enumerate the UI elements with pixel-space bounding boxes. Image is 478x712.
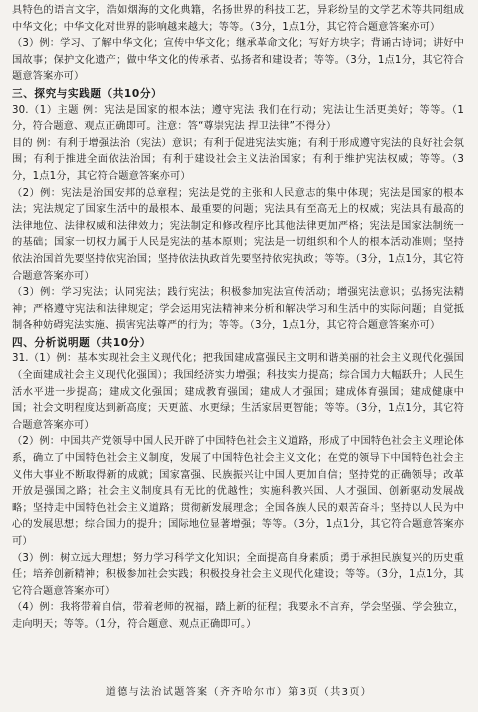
answer-paragraph: 具特色的语言文字，浩如烟海的文化典籍，名扬世界的科技工艺，异彩纷呈的文学艺术等共同组成中华文化；中华文化对世界的影响越来越大；等等。（3分，1点1分，其它符合题意答案亦可） xyxy=(12,5,464,33)
answer-paragraph: （4）例：我将带着自信，带着老师的祝福，踏上新的征程；我要永不言弃，学会坚强、学会独立，走向明天；等等。（1分，符合题意、观点正确即可。） xyxy=(12,602,464,630)
answer-paragraph: 目的 例：有利于增强法治（宪法）意识；有利于促进宪法实施；有利于形成遵守宪法的良好社会氛围；有利于推进全面依法治国；有利于建设社会主义法治国家；有利于维护宪法权威；等等。（3分，1点1分，其它符合题意答案亦可） xyxy=(12,137,464,182)
answer-paragraph: （3）例：树立远大理想；努力学习科学文化知识；全面提高自身素质；勇于承担民族复兴的历史重任；培养创新精神；积极参加社会实践；积极投身社会主义现代化建设；等等。（3分，1点1分，其它符合题意答案亦可） xyxy=(12,552,464,597)
answer-paragraph: 30.（1）主题 例：宪法是国家的根本法；遵守宪法 我们在行动；宪法让生活更美好；等等。（1分，符合题意、观点正确即可。注意：答“尊崇宪法 捍卫法律”不得分） xyxy=(12,104,464,133)
answer-key-body xyxy=(12,3,464,634)
answer-paragraph: （3）例：学习、了解中华文化；宣传中华文化；继承革命文化；写好方块字；背诵古诗词；讲好中国故事；保护文化遗产；做中华文化的传承者、弘扬者和建设者；等等。（3分，1点1分，其它符合题意答案亦可） xyxy=(12,38,464,83)
section-heading: 三、探究与实践题（共10分） xyxy=(12,87,163,100)
answer-paragraph: 31.（1）例：基本实现社会主义现代化；把我国建成富强民主文明和谐美丽的社会主义现代化强国（全面建成社会主义现代化强国）；我国经济实力增强；科技实力提高；综合国力大幅跃升；人民生活水平进一步提高；建成文化强国；建成教育强国；建成人才强国；建成体育强国；建成健康中国；社会文明程度达到新高度；天更蓝、水更绿；生活家居更智能；等等。（3分，1点1分，其它符合题意答案亦可） xyxy=(12,353,464,431)
answer-paragraph: （2）例：中国共产党领导中国人民开辟了中国特色社会主义道路，形成了中国特色社会主义理论体系，确立了中国特色社会主义制度，发展了中国特色社会主义文化；在党的领导下中国特色社会主义伟大事业不断取得新的成就；国家富强、民族振兴让中国人更加自信；坚持党的正确领导；改革开放是强国之路；社会主义制度具有无比的优越性；实施科教兴国、人才强国、创新驱动发展战略；坚持走中国特色社会主义道路；贯彻新发展理念；全国各族人民的艰苦奋斗；坚持以人民为中心的发展思想；综合国力的提升；国际地位显著增强；等等。（3分，1点1分，其它符合题意答案亦可） xyxy=(12,436,464,547)
answer-paragraph: （3）例：学习宪法；认同宪法；践行宪法；积极参加宪法宣传活动；增强宪法意识；弘扬宪法精神；严格遵守宪法和法律规定；学会运用宪法精神来分析和解决学习和生活中的实际问题；自觉抵制各种妨碍宪法实施、损害宪法尊严的行为；等等。（3分，1点1分，其它符合题意答案亦可） xyxy=(12,287,464,332)
page-footer: 道德与法治试题答案（齐齐哈尔市）第3页（共3页） xyxy=(105,687,373,698)
answer-paragraph: （2）例：宪法是治国安邦的总章程；宪法是党的主张和人民意志的集中体现；宪法是国家的根本法；宪法规定了国家生活中的最根本、最重要的问题；宪法具有至高无上的权威；宪法具有最高的法律地位、法律权威和法律效力；宪法制定和修改程序比其他法律更加严格；宪法是国家法制统一的基础；国家一切权力属于人民是宪法的基本原则；宪法是一切组织和个人的根本活动准则；坚持依法治国首先要坚持依宪治国；坚持依法执政首先要坚持依宪执政；等等。（3分，1点1分，其它符合题意答案亦可） xyxy=(12,187,464,282)
section-heading: 四、分析说明题（共10分） xyxy=(12,336,152,349)
